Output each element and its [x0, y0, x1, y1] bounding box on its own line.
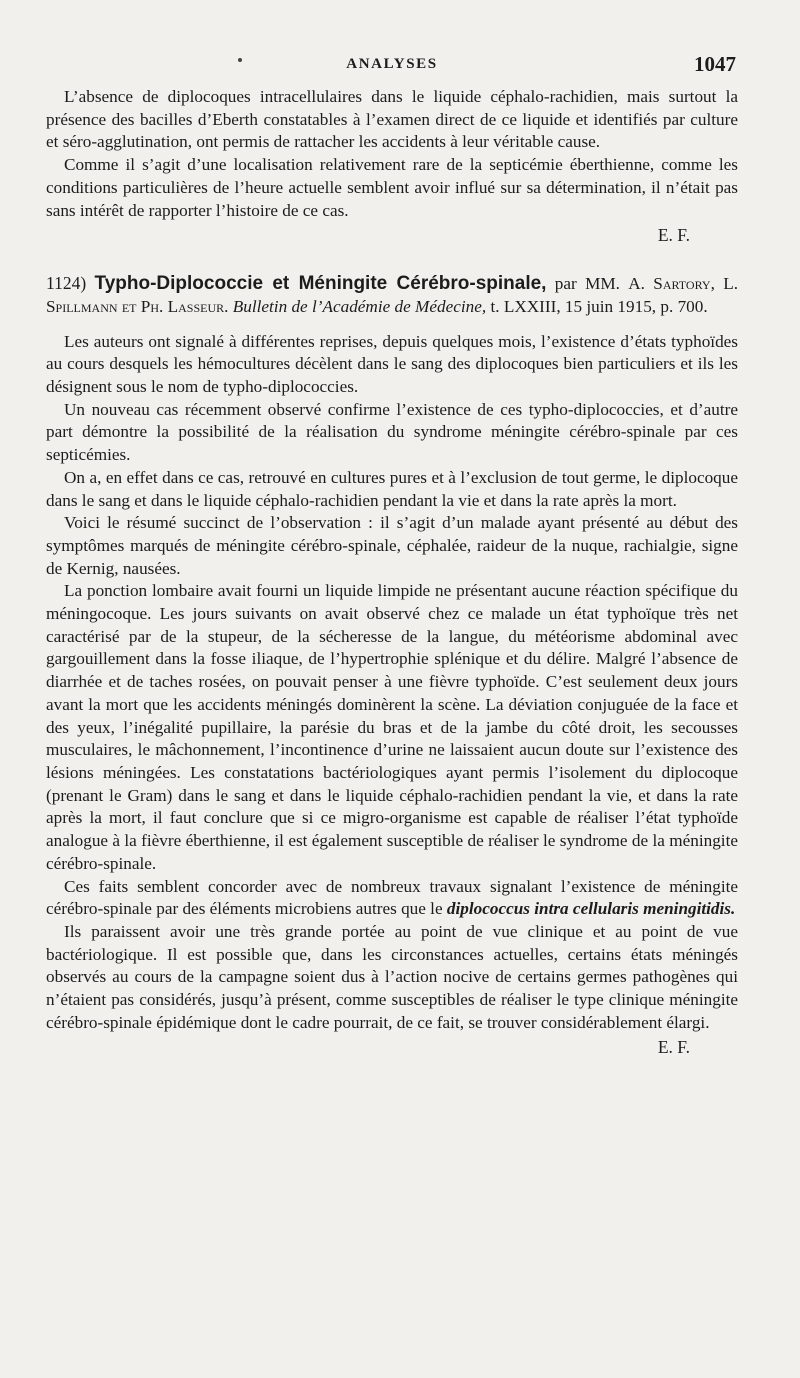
paragraph: Un nouveau cas récemment observé confirme l’existence de ces typho-diplococcies, et d’autre part démontre la possibilité de la réalisation du syndrome méningite cérébro-spinale par ces septicémies.	[46, 399, 738, 465]
paragraph: Voici le résumé succinct de l’observation : il s’agit d’un malade ayant présenté au début des symptômes marqués de méningite cérébro-spinale, céphalée, raideur de la nuque, rachialgie, signe de Kernig, nausées.	[46, 513, 738, 578]
page-number: 1047	[694, 52, 736, 76]
latin-term: diplococcus intra cellularis meningitidis.	[446, 899, 736, 919]
entry-authors: A. Sartory, L. Spillmann et Ph. Lasseur.	[46, 274, 739, 316]
abstract-entry-1124	[46, 272, 738, 1058]
entry-title: Typho-Diplococcie et Méningite Cérébro-spinale,	[94, 273, 547, 295]
second-article-body	[46, 331, 738, 1035]
paragraph: L’absence de diplocoques intracellulaires dans le liquide céphalo-rachidien, mais surtout la présence des bacilles d’Eberth constatables à l’examen direct de ce liquide et identifiés par culture et séro-agglutination, ont permis de rattacher les accidents à leur véritable cause.	[46, 87, 738, 152]
running-title: ANALYSES	[346, 56, 438, 72]
authors-prefix: par MM.	[554, 274, 620, 294]
paragraph: Les auteurs ont signalé à différentes reprises, depuis quelques mois, l’existence d’états typhoïdes au cours desquels les hémocultures décèlent dans le sang des diplocoques bien particuliers et ils les désignent sous le nom de typho-diplococcies.	[46, 331, 738, 397]
second-article-signature: E. F.	[657, 1037, 690, 1058]
journal-title: Bulletin de l’Académie de Médecine,	[232, 296, 487, 316]
running-head	[46, 52, 738, 86]
citation: t. LXXIII, 15 juin 1915, p. 700.	[490, 296, 708, 316]
first-article-body	[46, 86, 738, 222]
paragraph: La ponction lombaire avait fourni un liquide limpide ne présentant aucune réaction spécifique du méningocoque. Les jours suivants on avait observé chez ce malade un état typhoïque très net caractérisé par de la stupeur, de la sécheresse de la langue, du météorisme abdominal avec gargouillement dans la fosse iliaque, de l’hypertrophie splénique et du délire. Malgré l’absence de diarrhée et de taches rosées, on pouvait penser à une fièvre typhoïde. C’est seulement deux jours avant la mort que les accidents méningés dominèrent la scène. La déviation conjuguée de la face et des yeux, l’inégalité pupillaire, la parésie du bras et de la jambe du côté droit, les secousses musculaires, le mâchonnement, l’incontinence d’urine ne laissaient aucun doute sur l’existence des lésions méningées. Les constatations bactériologiques ayant permis l’isolement du diplocoque (prenant le Gram) dans le sang et dans le liquide céphalo-rachidien pendant la vie, et dans la rate après la mort, il faut conclure que si ce migro-organisme est capable de réaliser l’état typhoïde analogue à la fièvre éberthienne, il est également susceptible de réaliser le syndrome de la méningite cérébro-spinale.	[46, 581, 738, 873]
first-article-signature: E. F.	[657, 225, 690, 246]
paragraph: Comme il s’agit d’une localisation relativement rare de la septicémie éberthienne, comme les conditions particulières de l’heure actuelle semblent avoir influé sur sa détermination, il n’était pas sans intérêt de rapporter l’histoire de ce cas.	[46, 155, 738, 220]
paragraph: On a, en effet dans ce cas, retrouvé en cultures pures et à l’exclusion de tout germe, le diplocoque dans le sang et dans le liquide céphalo-rachidien pendant la vie et dans la rate après la mort.	[46, 467, 738, 510]
entry-number: 1124)	[46, 273, 87, 294]
entry-heading	[46, 272, 738, 318]
paragraph-with-latin	[46, 876, 738, 921]
paragraph: Ils paraissent avoir une très grande portée au point de vue clinique et au point de vue bactériologique. Il est possible que, dans les circonstances actuelles, certains états méningés observés au cours de la campagne soient dus à l’action nocive de certains germes pathogènes qui n’étaient pas considérés, jusqu’à présent, comme susceptibles de réaliser le type clinique méningite cérébro-spinale épidémique dont le cadre pourrait, de ce fait, se trouver considérablement élargi.	[46, 921, 738, 1032]
paragraph-text: Ces faits semblent concorder avec de nombreux travaux signalant l’existence de méningite cérébro-spinale par des éléments microbiens autres que le	[46, 876, 738, 919]
